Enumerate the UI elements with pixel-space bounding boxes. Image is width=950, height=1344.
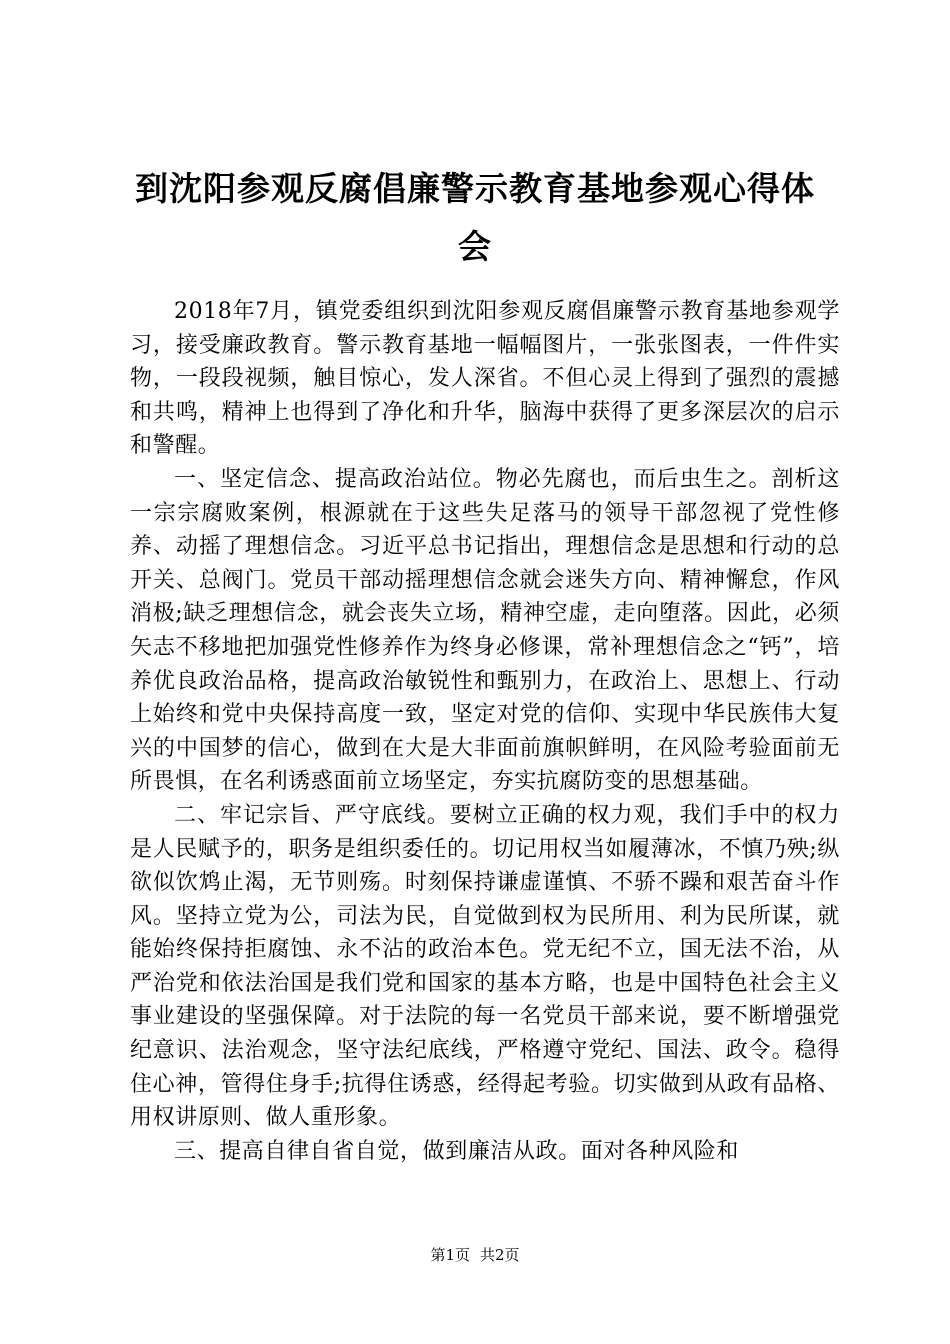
paragraph-section-2: 二、牢记宗旨、严守底线。要树立正确的权力观，我们手中的权力是人民赋予的，职务是组织委任的。切记用权当如履薄冰，不慎乃殃;纵欲似饮鸩止渴，无节则殇。时刻保持谦虚谨慎、不骄不躁和艰苦奋斗作风。坚持立党为公，司法为民，自觉做到权为民所用、利为民所谋，就能始终保持拒腐蚀、永不沾的政治本色。党无纪不立，国无法不治，从严治党和依法治国是我们党和国家的基本方略，也是中国特色社会主义事业建设的坚强保障。对于法院的每一名党员干部来说，要不断增强党纪意识、法治观念，坚守法纪底线，严格遵守党纪、国法、政令。稳得住心神，管得住身手;抗得住诱惑，经得起考验。切实做到从政有品格、用权讲原则、做人重形象。: [130, 802, 840, 1131]
document-title: [0, 160, 950, 276]
page-footer: [0, 1245, 950, 1265]
title-line-1: 到沈阳参观反腐倡廉警示教育基地参观心得体: [135, 169, 815, 208]
document-body: [130, 295, 840, 1168]
paragraph-section-3: 三、提高自律自省自觉，做到廉洁从政。面对各种风险和: [174, 1138, 740, 1164]
paragraph-intro: 2018年7月，镇党委组织到沈阳参观反腐倡廉警示教育基地参观学习，接受廉政教育。警示教育基地一幅幅图片，一张张图表，一件件实物，一段段视频，触目惊心，发人深省。不但心灵上得到了强烈的震撼和共鸣，精神上也得到了净化和升华，脑海中获得了更多深层次的启示和警醒。: [130, 299, 840, 459]
paragraph-section-1: 一、坚定信念、提高政治站位。物必先腐也，而后虫生之。剖析这一宗宗腐败案例，根源就在于这些失足落马的领导干部忽视了党性修养、动摇了理想信念。习近平总书记指出，理想信念是思想和行动的总开关、总阀门。党员干部动摇理想信念就会迷失方向、精神懈怠，作风消极;缺乏理想信念，就会丧失立场，精神空虚，走向堕落。因此，必须矢志不移地把加强党性修养作为终身必修课，常补理想信念之“钙”，培养优良政治品格，提高政治敏锐性和甄别力，在政治上、思想上、行动上始终和党中央保持高度一致，坚定对党的信仰、实现中华民族伟大复兴的中国梦的信心，做到在大是大非面前旗帜鲜明，在风险考验面前无所畏惧，在名利诱惑面前立场坚定，夯实抗腐防变的思想基础。: [130, 466, 840, 795]
page-number: 第1页: [430, 1246, 470, 1264]
page-total: 共2页: [480, 1246, 520, 1264]
title-line-2: 会: [458, 227, 492, 266]
